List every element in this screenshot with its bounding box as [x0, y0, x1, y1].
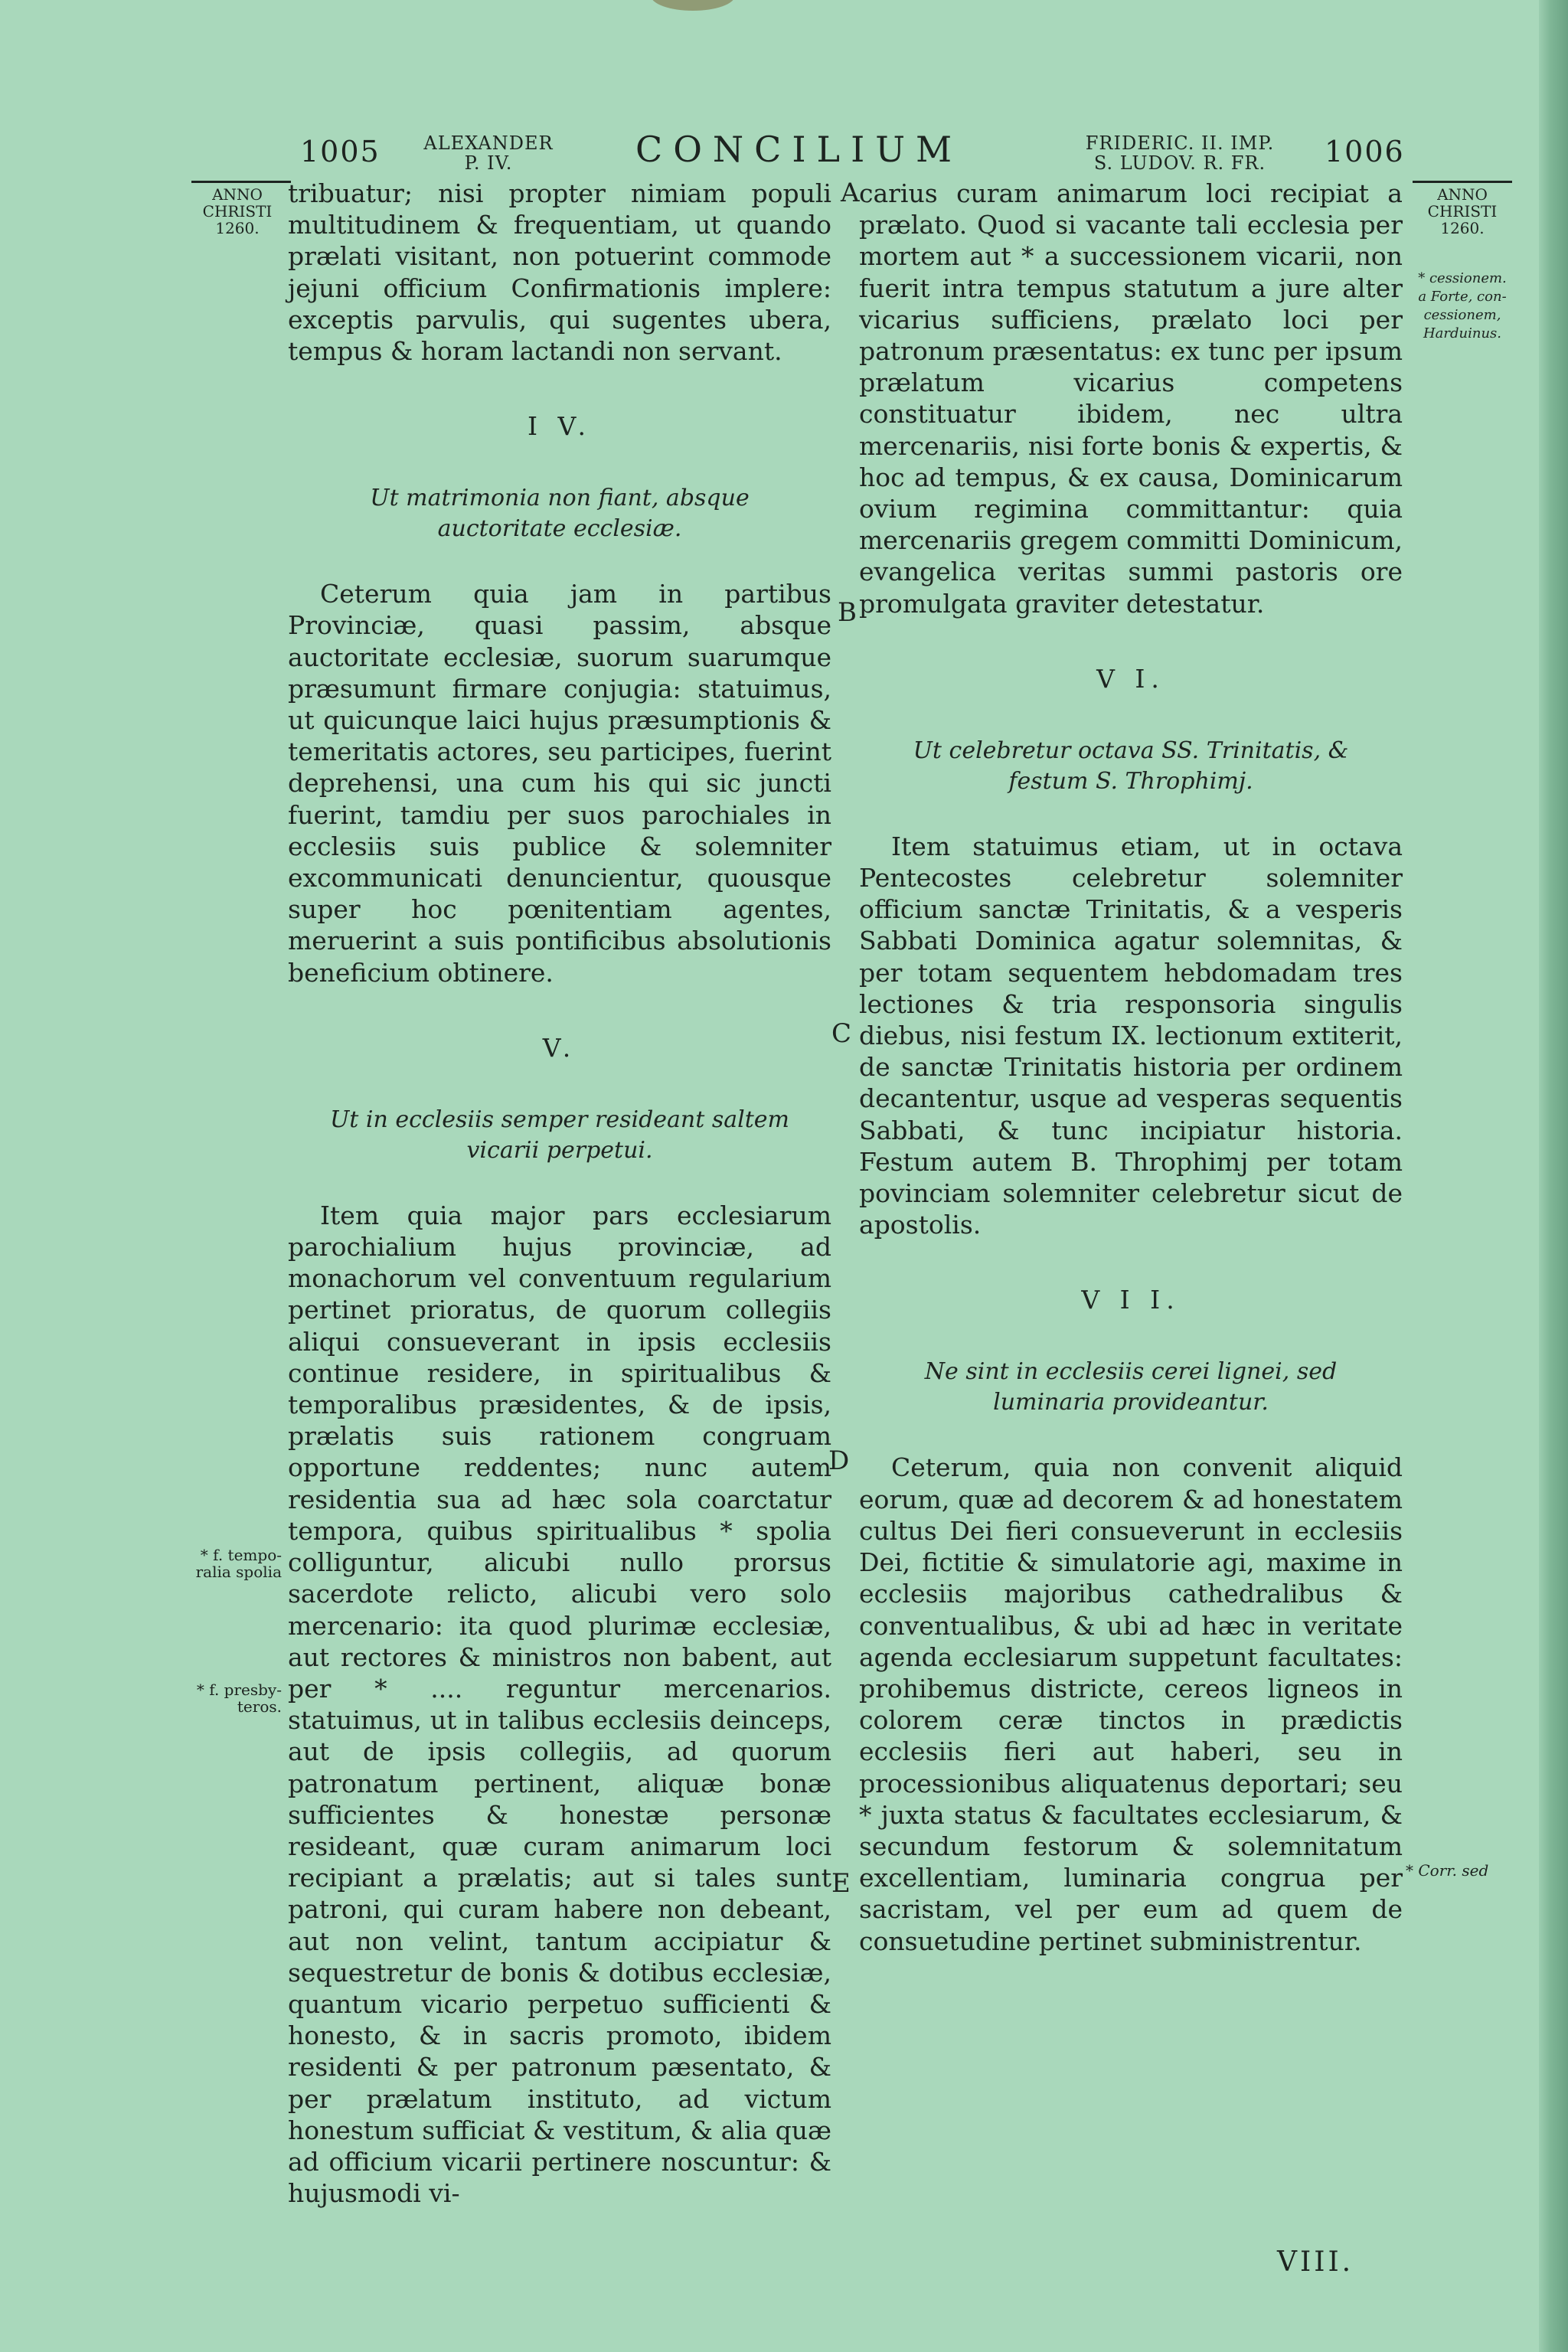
margin-anno-left	[191, 181, 283, 237]
margin-anno-word: ANNO	[212, 185, 263, 204]
margin-note-right-a	[1404, 270, 1521, 343]
paragraph: Ceterum, quia non convenit aliquid eorum, quæ ad decorem & ad honestatem cultus Dei fieri consueverunt in ecclesiis Dei, fictitie & simulatorie agi, maxime in ecclesiis majoribus cathedralibus & conventualibus, & ubi ad hæc in veritate agenda ecclesiarum suppetunt facultates: prohibemus districte, cereos ligneos in colorem ceræ tinctos in prædictis ecclesiis fieri aut haberi, seu in processionibus aliquatenus deportari; seu * juxta status & facultates ecclesiarum, & secundum festorum & solemnitatum excellentiam, luminaria congrua per sacristam, vel per eum ad quem de consuetudine pertinet subministrentur.	[859, 1452, 1403, 1956]
margin-anno-word: ANNO	[1437, 185, 1488, 204]
margin-anno-right	[1409, 181, 1516, 237]
margin-anno-word: CHRISTI	[1427, 202, 1498, 220]
section-number: V I I.	[1081, 1285, 1181, 1315]
margin-anno-word: CHRISTI	[202, 202, 273, 220]
section-title: Ne sint in ecclesiis cerei lignei, sed luminaria provideantur.	[924, 1358, 1338, 1416]
margin-anno-year: 1260.	[215, 219, 260, 237]
paragraph: Ceterum quia jam in partibus Provinciæ, quasi passim, absque auctoritate ecclesiæ, suorum suarumque præsumunt firmare conjugia: statuimus, ut quicunque laici hujus præsumptionis & temeritatis actores, seu participes, fuerint deprehensi, una cum his qui sic juncti fuerint, tamdiu per suos parochiales in ecclesiis suis publice & solemniter excommunicati denuncientur, quousque super hoc pœnitentiam agentes, meruerint a suis pontificibus absolutionis beneficium obtinere.	[288, 579, 831, 988]
margin-note-line: * cessionem.	[1418, 270, 1507, 286]
margin-note-line: * f. presby-	[196, 1681, 282, 1699]
margin-anno-year: 1260.	[1440, 219, 1485, 237]
paragraph: carius curam animarum loci recipiat a prælato. Quod si vacante tali ecclesia per mortem aut * a successionem vicarii, non fuerit intra tempus statutum a jure alter vicarius sufficiens, prælato loci per patronum præsentatus: ex tunc per ipsum prælatum vicarius competens constituatur ibidem, nec ultra mercenariis, nisi forte bonis & expertis, & hoc ad tempus, & ex causa, Dominicarum ovium regimina committantur: quia mercenariis gregem committi Dominicum, evangelica veritas summi pastoris ore promulgata graviter detestatur.	[859, 178, 1403, 619]
page-number-right: 1006	[1325, 135, 1405, 168]
section-marker-c: C	[831, 1018, 852, 1049]
header-title: CONCILIUM	[635, 129, 963, 170]
margin-note-right-corr: * Corr. sed	[1406, 1861, 1489, 1880]
section-number: V.	[542, 1032, 577, 1063]
page-number-left: 1005	[300, 135, 381, 168]
section-number: I V.	[527, 411, 593, 442]
section-number: V I.	[1096, 663, 1165, 694]
header-left-label	[420, 133, 557, 173]
header-left-line: P. IV.	[464, 152, 513, 174]
header-right-line: S. LUDOV. R. FR.	[1093, 152, 1266, 174]
paragraph: tribuatur; nisi propter nimiam populi multitudinem & frequentiam, ut quando prælati visitant, non potuerint commode jejuni officium Confirmationis implere: exceptis parvulis, qui sugentes ubera, tempus & horam lactandi non servant.	[288, 178, 831, 367]
right-text-column	[859, 178, 1403, 1957]
paragraph: Item quia major pars ecclesiarum parochialium hujus provinciæ, ad monachorum vel conventuum regularium pertinet prioratus, de quorum collegiis aliqui consueverant in ipsis ecclesiis continue residere, in spiritualibus & temporalibus præsidentes, & de ipsis, prælatis suis rationem congruam opportune reddentes; nunc autem residentia sua ad hæc sola coarctatur tempora, quibus spiritualibus * spolia colliguntur, alicubi nullo prorsus sacerdote relicto, alicubi vero solo mercenario: ita quod plurimæ ecclesiæ, aut rectores & ministros non babent, aut per * .... reguntur mercenarios. statuimus, ut in talibus ecclesiis deinceps, aut de ipsis collegiis, ad quorum patronatum pertinent, aliquæ bonæ sufficientes & honestæ personæ resideant, quæ curam animarum loci recipiant a prælatis; aut si tales sunt patroni, qui curam habere non debeant, aut non velint, tantum accipiatur & sequestretur de bonis & dotibus ecclesiæ, quantum vicario perpetuo sufficienti & honesto, & in sacris promoto, ibidem residenti & per patronum pæsentato, & per prælatum instituto, ad victum honestum sufficiat & vestitum, & alia quæ ad officium vicarii pertinere noscuntur: & hujusmodi vi-	[288, 1200, 831, 2209]
margin-note-line: a Forte, con-	[1418, 289, 1507, 305]
header-right-line: FRIDERIC. II. IMP.	[1085, 132, 1275, 154]
margin-note-line: ralia spolia	[195, 1563, 282, 1581]
left-text-column	[288, 178, 831, 2209]
margin-note-line: Harduinus.	[1423, 325, 1502, 341]
header-left-line: ALEXANDER	[423, 132, 554, 154]
margin-note-line: teros.	[237, 1697, 282, 1716]
margin-rule	[1413, 181, 1512, 183]
section-title: Ut in ecclesiis semper resideant saltem vicarii perpetui.	[330, 1106, 789, 1164]
section-marker-b: B	[838, 597, 857, 628]
margin-note-line: cessionem,	[1423, 307, 1501, 323]
paragraph: Item statuimus etiam, ut in octava Pentecostes celebretur solemniter officium sanctæ Trinitatis, & a vesperis Sabbati Dominica agatur solemnitas, & per totam sequentem hebdomadam tres lectiones & tria responsoria singulis diebus, nisi festum IX. lectionum extiterit, de sanctæ Trinitatis historia per ordinem decantentur, usque ad vesperas sequentis Sabbati, & tunc incipiatur historia. Festum autem B. Throphimj per totam povinciam solemniter celebretur sicut de apostolis.	[859, 831, 1403, 1240]
page-binding-edge	[1539, 0, 1568, 2352]
section-title: Ut matrimonia non fiant, absque auctoritate ecclesiæ.	[370, 485, 750, 543]
section-marker-a: A	[841, 178, 860, 208]
page-clip	[651, 0, 735, 11]
section-title: Ut celebretur octava SS. Trinitatis, & festum S. Throphimj.	[913, 737, 1349, 795]
signature-mark: VIII.	[1277, 2246, 1354, 2278]
header-right-label	[1061, 133, 1298, 173]
section-marker-e: E	[831, 1868, 851, 1899]
margin-note-line: * f. tempo-	[200, 1546, 282, 1564]
running-header	[0, 129, 1568, 182]
margin-note-left-2	[167, 1681, 282, 1715]
margin-rule	[191, 181, 291, 183]
margin-note-left-1	[167, 1547, 282, 1580]
section-marker-d: D	[828, 1446, 850, 1476]
